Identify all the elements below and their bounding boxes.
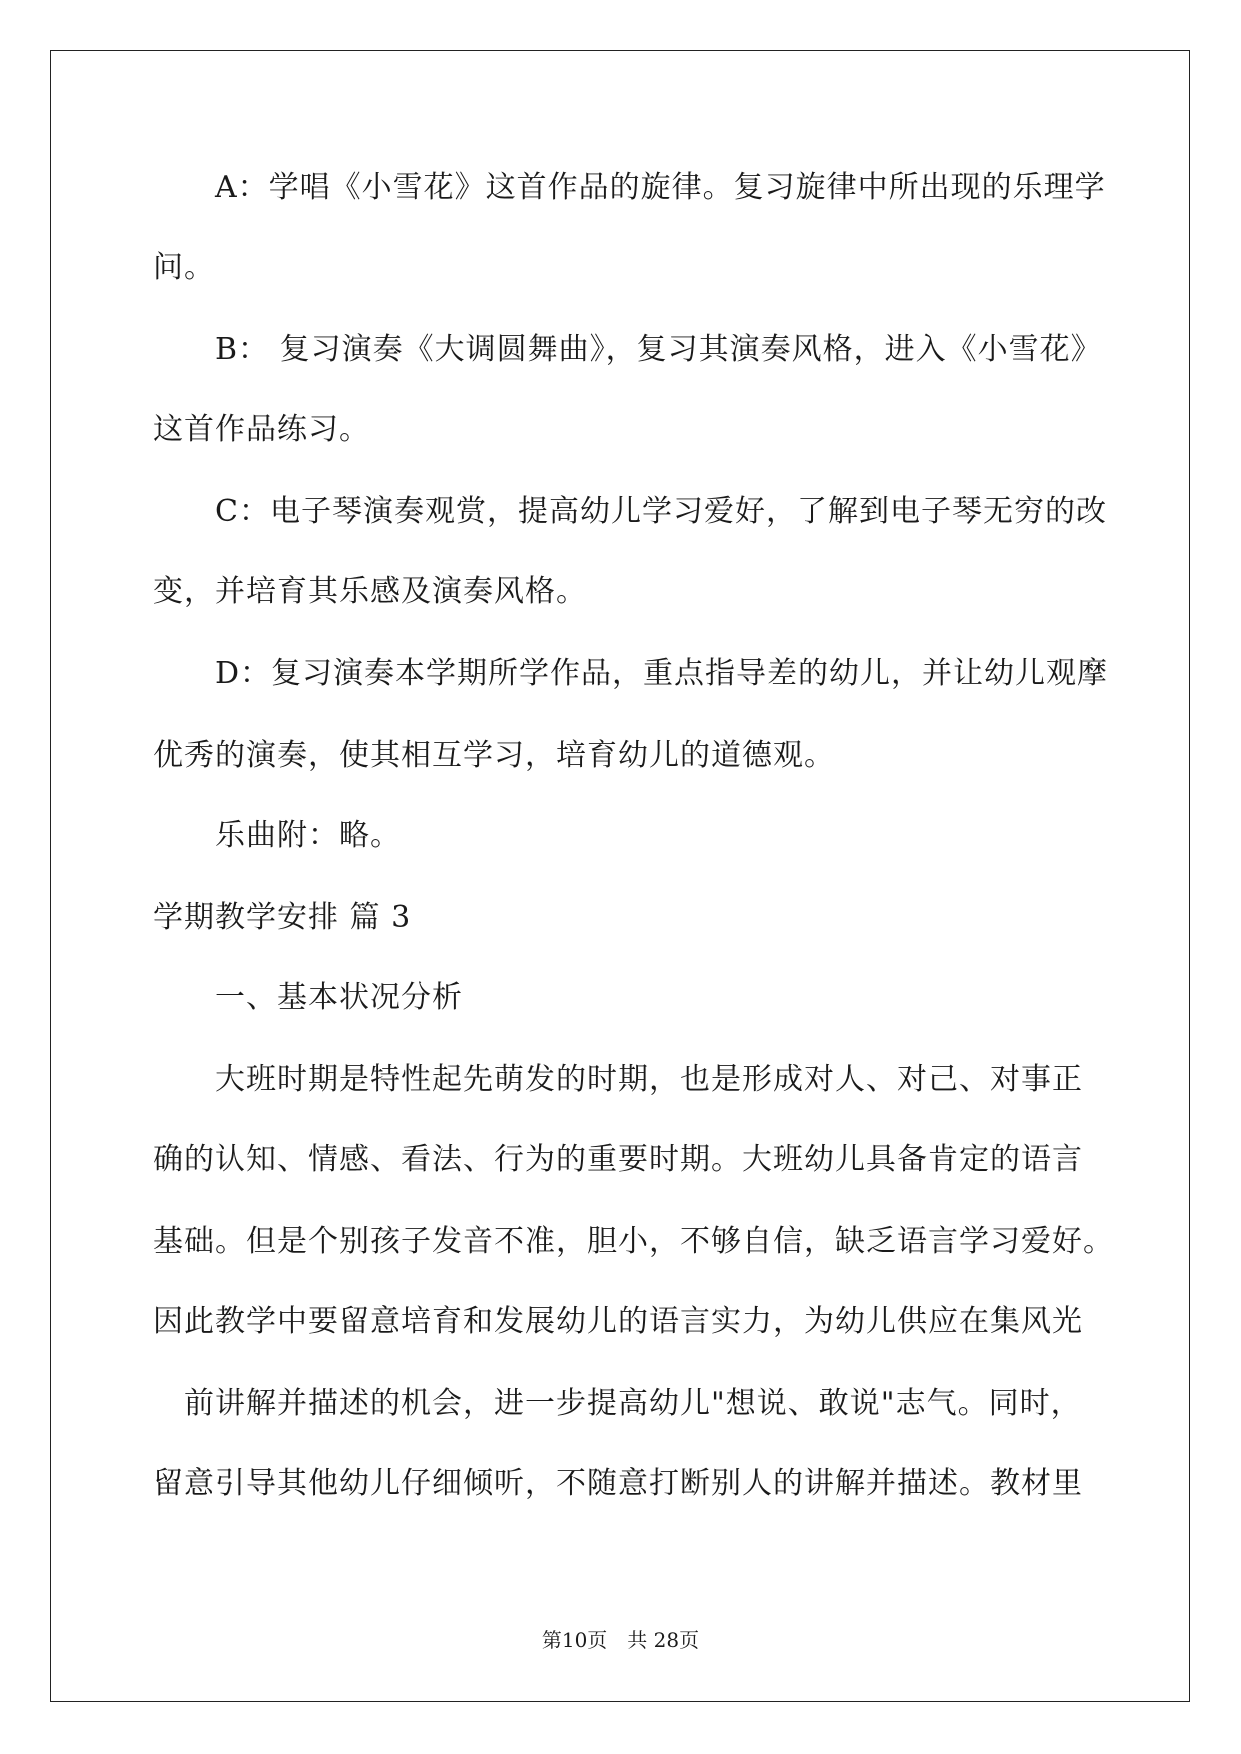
text-line: 留意引导其他幼儿仔细倾听，不随意打断别人的讲解并描述。教材里 [153, 1466, 1083, 1501]
text-line: 这首作品练习。 [153, 412, 370, 447]
text-line: 基础。但是个别孩子发音不准，胆小，不够自信，缺乏语言学习爱好。 [153, 1224, 1114, 1259]
text-line: 优秀的演奏，使其相互学习，培育幼儿的道德观。 [153, 738, 835, 773]
text-line: 乐曲附：略。 [153, 818, 401, 853]
text-line: 确的认知、情感、看法、行为的重要时期。大班幼儿具备肯定的语言 [153, 1142, 1083, 1177]
page-border [50, 50, 1190, 1702]
text-line: 大班时期是特性起先萌发的时期，也是形成对人、对己、对事正 [153, 1062, 1083, 1097]
text-line: 问。 [153, 250, 215, 285]
text-line: 前讲解并描述的机会，进一步提高幼儿"想说、敢说"志气。同时， [153, 1386, 1082, 1421]
subsection-heading: 一、基本状况分析 [153, 980, 463, 1015]
page-number-footer: 第10页 共 28页 [541, 1628, 700, 1652]
text-line: B： 复习演奏《大调圆舞曲》，复习其演奏风格，进入《小雪花》 [153, 332, 1102, 367]
text-line: 因此教学中要留意培育和发展幼儿的语言实力，为幼儿供应在集风光 [153, 1304, 1083, 1339]
text-line: A：学唱《小雪花》这首作品的旋律。复习旋律中所出现的乐理学 [153, 170, 1106, 205]
text-line: 变，并培育其乐感及演奏风格。 [153, 574, 587, 609]
text-line: D：复习演奏本学期所学作品，重点指导差的幼儿，并让幼儿观摩 [153, 656, 1109, 691]
section-heading: 学期教学安排 篇 3 [153, 900, 412, 935]
text-line: C：电子琴演奏观赏，提高幼儿学习爱好，了解到电子琴无穷的改 [153, 494, 1107, 529]
